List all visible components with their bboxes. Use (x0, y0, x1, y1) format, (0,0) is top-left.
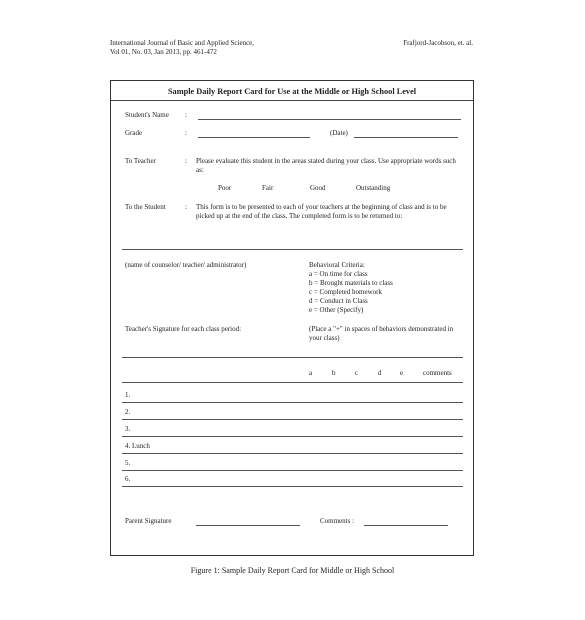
rating-good: Good (310, 184, 326, 192)
grade-label: Grade (125, 129, 143, 137)
criteria-b: b = Brought materials to class (309, 279, 393, 287)
period-line[interactable] (122, 486, 463, 487)
period-row: 4. Lunch (125, 442, 150, 450)
column-e: e (400, 369, 404, 377)
period-line[interactable] (122, 436, 463, 437)
colon: : (185, 203, 187, 211)
table-top-line (122, 382, 463, 383)
period-line[interactable] (122, 470, 463, 471)
card-title: Sample Daily Report Card for Use at the Middle or High School Level (167, 87, 417, 96)
column-b: b (332, 369, 336, 377)
author-header: Frafjord-Jacobson, et. al. (403, 39, 473, 47)
journal-line-2: Vol 01, No. 03, Jan 2013, pp. 461-472 (110, 48, 217, 56)
criteria-e: e = Other (Specify) (309, 306, 364, 314)
counselor-label: (name of counselor/ teacher/ administrator) (125, 261, 247, 269)
colon: : (185, 111, 187, 119)
to-teacher-label: To Teacher (125, 157, 156, 165)
date-field[interactable] (354, 137, 458, 138)
period-line[interactable] (122, 402, 463, 403)
behavioral-criteria (309, 261, 393, 315)
parent-signature-label: Parent Signature (125, 517, 172, 525)
rating-poor: Poor (218, 184, 232, 192)
divider-line (122, 357, 463, 358)
teacher-signature-label: Teacher's Signature for each class period: (125, 325, 242, 333)
to-student-text: This form is to be presented to each of your teachers at the beginning of class and is to be picked up at the end of the class. The completed form is to be returned to: (196, 203, 447, 220)
rating-fair: Fair (262, 184, 274, 192)
period-row: 1. (125, 391, 131, 399)
date-label: (Date) (330, 129, 348, 137)
return-to-field[interactable] (122, 249, 463, 250)
column-d: d (378, 369, 382, 377)
parent-signature-field[interactable] (196, 525, 300, 526)
comments-field[interactable] (364, 525, 448, 526)
period-row: 6. (125, 475, 131, 483)
journal-line-1: International Journal of Basic and Applied Science, (110, 39, 255, 47)
period-line[interactable] (122, 419, 463, 420)
criteria-c: c = Completed homework (309, 288, 382, 296)
period-row: 2. (125, 408, 131, 416)
report-card-box (110, 80, 474, 556)
period-row: 5. (125, 459, 131, 467)
to-teacher-text: Please evaluate this student in the areas stated during your class. Use appropriate words such as: (196, 157, 456, 174)
column-c: c (355, 369, 359, 377)
title-divider (111, 100, 473, 101)
period-row: 3. (125, 425, 131, 433)
period-line[interactable] (122, 453, 463, 454)
grade-field[interactable] (198, 137, 310, 138)
criteria-d: d = Conduct in Class (309, 297, 368, 305)
student-name-field[interactable] (198, 119, 461, 120)
column-comments: comments (423, 369, 452, 377)
plus-note: (Place a "+" in spaces of behaviors demonstrated in your class) (309, 325, 454, 342)
journal-citation (110, 39, 254, 57)
column-a: a (309, 369, 313, 377)
comments-label: Comments : (320, 517, 355, 525)
rating-outstanding: Outstanding (356, 184, 391, 192)
criteria-title: Behavioral Criteria: (309, 261, 365, 269)
to-student-label: To the Student (125, 203, 166, 211)
colon: : (185, 129, 187, 137)
student-name-label: Student's Name (125, 111, 169, 119)
criteria-a: a = On time for class (309, 270, 368, 278)
figure-caption: Figure 1: Sample Daily Report Card for Middle or High School (190, 566, 395, 575)
colon: : (185, 157, 187, 165)
